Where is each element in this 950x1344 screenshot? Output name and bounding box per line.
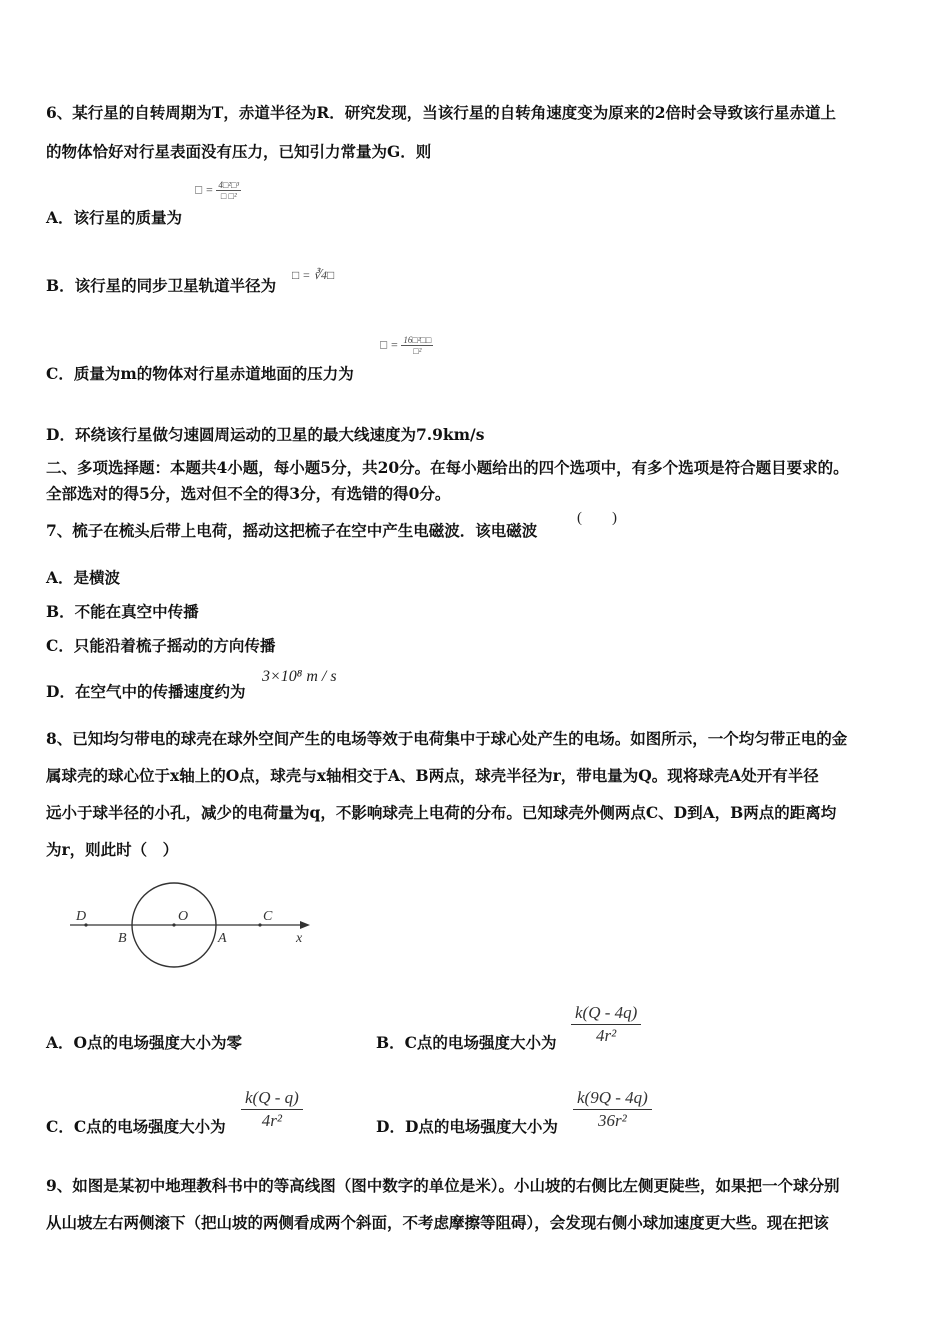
q7-option-d: D．在空气中的传播速度约为 [46, 682, 246, 701]
q6-option-b: B．该行星的同步卫星轨道半径为 [46, 276, 277, 295]
q8-option-d-num: k(9Q - 4q) [577, 1088, 648, 1107]
q8-option-c-num: k(Q - q) [245, 1088, 299, 1107]
q7-answer-paren: ( ) [577, 510, 617, 526]
q6-option-c-formula-lhs: □ = [380, 337, 399, 352]
point-o-dot [172, 923, 175, 926]
q6-option-a-formula [195, 180, 241, 201]
point-c-dot [258, 923, 261, 926]
label-c: C [263, 909, 273, 924]
q8-option-a: A．O点的电场强度大小为零 [46, 1033, 243, 1052]
q6-option-c-formula-den: □² [413, 346, 422, 356]
q6-option-a-formula-lhs: □ = [195, 182, 214, 197]
q6-stem-line1: 6、某行星的自转周期为T，赤道半径为R．研究发现，当该行星的自转角速度变为原来的2倍时会导致该行星赤道上 [46, 103, 836, 122]
q8-stem-line1: 8、已知均匀带电的球壳在球外空间产生的电场等效于电荷集中于球心处产生的电场。如图所示，一个均匀带正电的金 [46, 729, 848, 748]
q8-option-c: C．C点的电场强度大小为 [46, 1117, 226, 1136]
q6-option-c-formula [380, 335, 433, 356]
q8-option-c-den: 4r² [261, 1111, 283, 1130]
q8-option-d: D．D点的电场强度大小为 [376, 1117, 558, 1136]
q7-stem: 7、梳子在梳头后带上电荷，摇动这把梳子在空中产生电磁波．该电磁波 [46, 521, 538, 540]
q6-option-a-formula-num: 4□²□³ [218, 180, 240, 190]
q7-option-d-formula: 3×10⁸ m / s [262, 668, 337, 685]
q8-option-d-den: 36r² [598, 1111, 627, 1130]
q8-option-b-num: k(Q - 4q) [575, 1003, 638, 1022]
q6-option-a: A．该行星的质量为 [46, 208, 183, 227]
q8-stem-line4: 为r，则此时（ ） [46, 840, 179, 859]
q7-option-b: B．不能在真空中传播 [46, 602, 199, 621]
section2-line1: 二、多项选择题：本题共4小题，每小题5分，共20分。在每小题给出的四个选项中，有多个选项是符合题目要求的。 [46, 458, 849, 477]
q7-option-a: A．是横波 [46, 568, 121, 587]
x-axis-arrow [300, 921, 310, 929]
q7-option-c: C．只能沿着梳子摇动的方向传播 [46, 636, 276, 655]
q6-option-d: D．环绕该行星做匀速圆周运动的卫星的最大线速度为7.9km/s [46, 425, 485, 444]
q8-stem-line2: 属球壳的球心位于x轴上的O点，球壳与x轴相交于A、B两点，球壳半径为r，带电量为Q。现将球壳A处开有半径 [46, 766, 819, 785]
q8-figure [60, 880, 330, 980]
q6-option-c: C．质量为m的物体对行星赤道地面的压力为 [46, 364, 354, 383]
q8-option-b-den: 4r² [596, 1026, 617, 1045]
q6-stem-line2: 的物体恰好对行星表面没有压力，已知引力常量为G．则 [46, 142, 432, 161]
q8-stem-line3: 远小于球半径的小孔，减少的电荷量为q，不影响球壳上电荷的分布。已知球壳外侧两点C、D到A，B两点的距离均 [46, 803, 837, 822]
label-o: O [178, 909, 189, 924]
q8-option-b: B．C点的电场强度大小为 [376, 1033, 557, 1052]
label-a: A [218, 931, 227, 946]
q9-stem-line1: 9、如图是某初中地理教科书中的等高线图（图中数字的单位是米）。小山坡的右侧比左侧更陡些，如果把一个球分别 [46, 1176, 840, 1195]
label-b: B [118, 931, 127, 946]
label-d: D [76, 909, 87, 924]
q6-option-c-formula-num: 16□²□□ [403, 335, 432, 345]
q6-option-a-formula-den: □ □² [220, 191, 237, 201]
label-x: x [296, 931, 303, 946]
section2-line2: 全部选对的得5分，选对但不全的得3分，有选错的得0分。 [46, 484, 451, 503]
q8-option-d-fraction [573, 1088, 652, 1131]
q8-option-b-fraction [571, 1003, 641, 1046]
q8-option-c-fraction [241, 1088, 303, 1131]
q9-stem-line2: 从山坡左右两侧滚下（把山坡的两侧看成两个斜面，不考虑摩擦等阻碍），会发现右侧小球加速度更大些。现在把该 [46, 1213, 829, 1232]
q6-option-b-formula: □ = ∛4□ [292, 268, 335, 282]
